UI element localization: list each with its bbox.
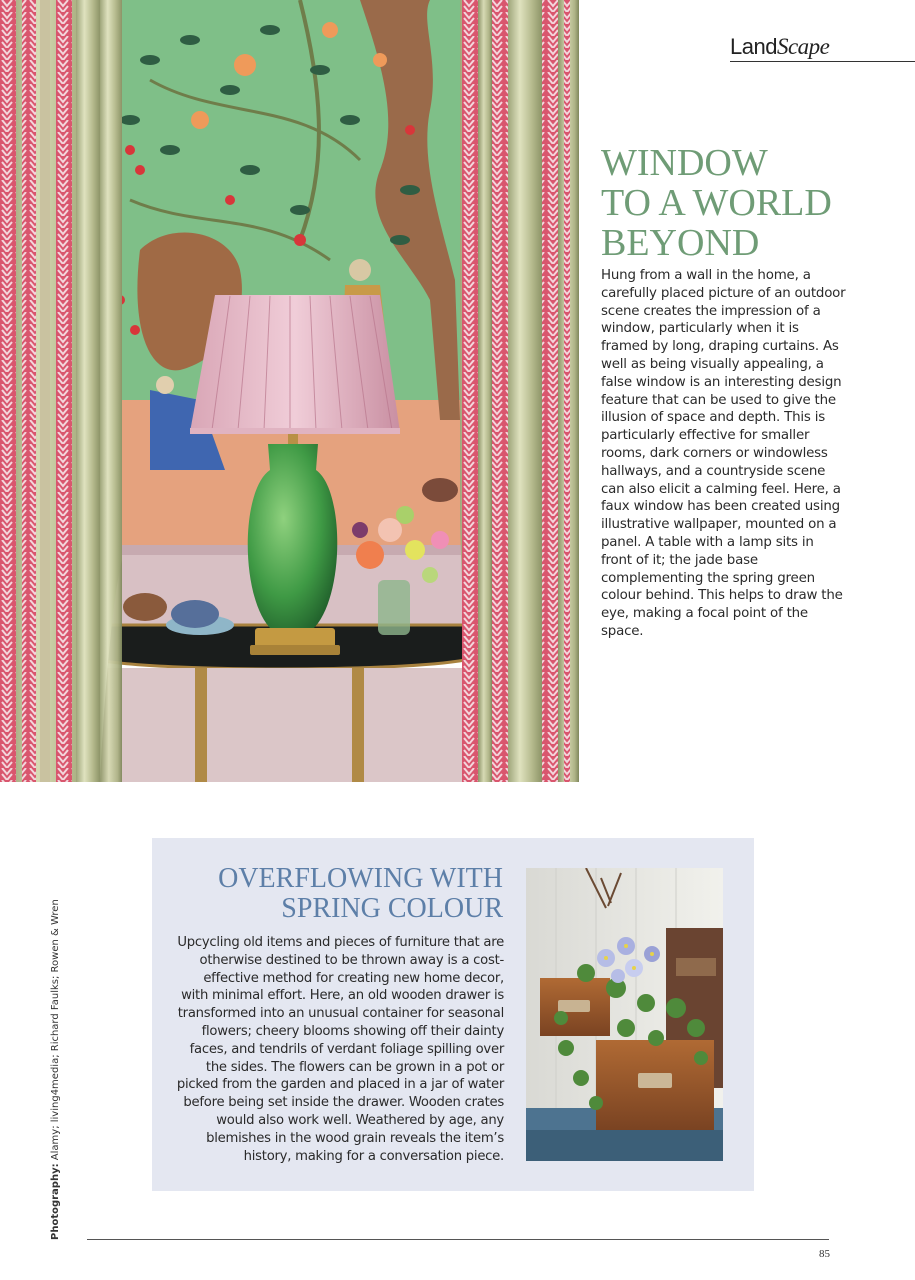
title-line: BEYOND: [601, 222, 760, 264]
magazine-logo: [730, 34, 829, 60]
logo-rule: [730, 61, 915, 62]
article-title-spring: [165, 864, 503, 924]
drawer-planter-photo: [526, 868, 723, 1161]
title-line: OVERFLOWING WITH: [218, 863, 503, 894]
article-title-window: [601, 143, 901, 263]
title-line: WINDOW: [601, 142, 768, 184]
article-body-window: Hung from a wall in the home, a carefully placed picture of an outdoor scene creates the impression of a window, particularly when it is framed by long, draping curtains. As well as being visually appealing, a false window is an interesting design feature that can be used to give the illusion of space and depth. This is particularly effective for smaller rooms, dark corners or windowless hallways, and a countryside scene can also elicit a calming feel. Here, a faux window has been created using illustrative wallpaper, mounted on a panel. A table with a lamp sits in front of it; the jade base complementing the spring green colour behind. This helps to draw the eye, making a focal point of the space.: [601, 268, 846, 639]
title-line: SPRING COLOUR: [281, 893, 503, 924]
credit-label: Photography:: [50, 1163, 61, 1240]
hero-photo-faux-window: [0, 0, 579, 782]
photo-credit: [50, 899, 61, 1240]
page-number: 85: [819, 1248, 830, 1260]
title-line: TO A WORLD: [601, 182, 832, 224]
logo-part2: Scape: [776, 34, 830, 59]
article-body-spring: Upcycling old items and pieces of furniture that are otherwise destined to be thrown away is a cost-effective method for creating new home decor, with minimal effort. Here, an old wooden drawer is transformed into an unusual container for seasonal flowers; cheery blooms showing off their dainty faces, and tendrils of verdant foliage spilling over the sides. The flowers can be grown in a pot or picked from the garden and placed in a jar of water before being set inside the drawer. Wooden crates would also work well. Weathered by age, any blemishes in the wood grain reveals the item’s history, making for a conversation piece.: [176, 935, 504, 1164]
logo-part1: Land: [730, 34, 777, 59]
credit-names: Alamy; living4media; Richard Faulks; Rowen & Wren: [50, 899, 61, 1161]
footer-rule: [87, 1239, 829, 1240]
